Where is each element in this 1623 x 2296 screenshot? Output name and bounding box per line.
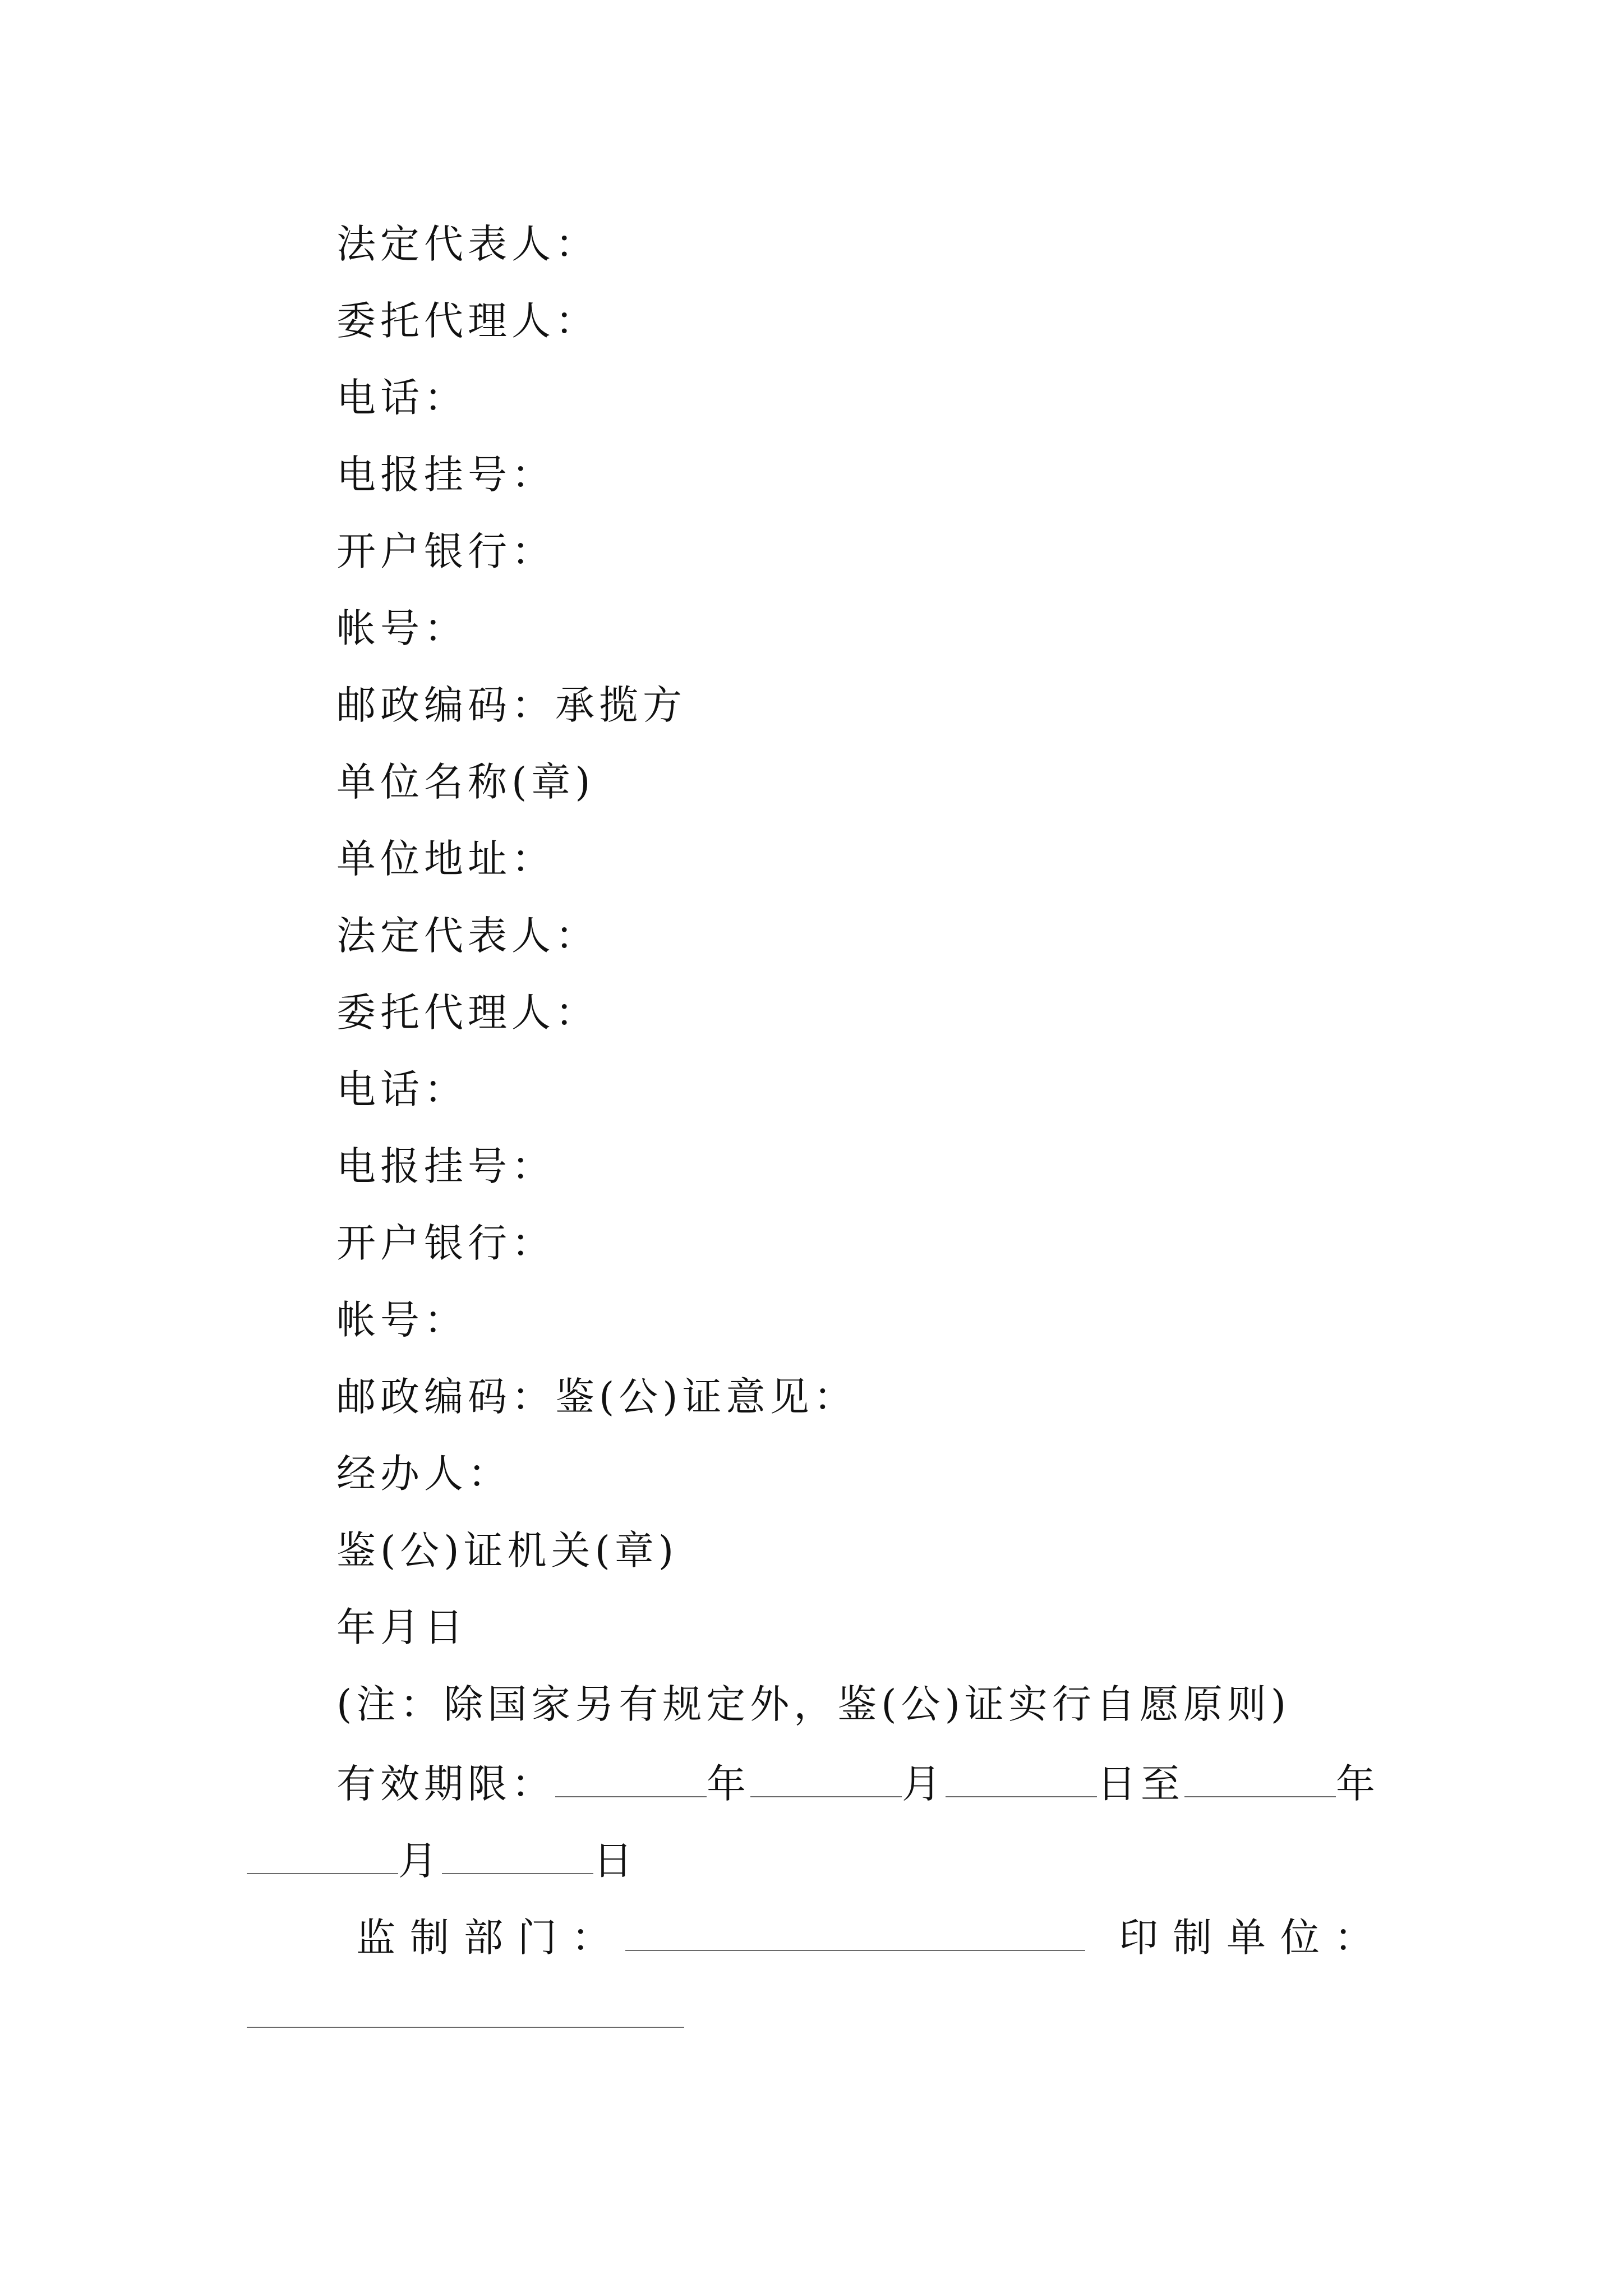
party-b-telegraph: 电报挂号：: [336, 1143, 555, 1189]
validity-end-month-blank[interactable]: [247, 1838, 398, 1874]
printer-label: 印制单位：: [1119, 1915, 1388, 1961]
party-b-legal-rep: 法定代表人：: [336, 913, 599, 959]
validity-month-label: 月: [902, 1761, 946, 1807]
party-b-unit-address: 单位地址：: [336, 836, 555, 882]
party-a-telegraph: 电报挂号：: [336, 452, 555, 498]
party-a-agent: 委托代理人：: [336, 298, 599, 344]
validity-line-continued: [247, 1838, 637, 1884]
validity-end-year-blank[interactable]: [1184, 1761, 1336, 1797]
validity-start-month-blank[interactable]: [750, 1761, 902, 1797]
printer-blank[interactable]: [247, 1992, 684, 2028]
notary-handler: 经办人：: [336, 1451, 511, 1497]
validity-label: 有效期限：: [336, 1761, 555, 1807]
validity-end-year-label: 年: [1336, 1761, 1380, 1807]
validity-day-to-label: 日至: [1097, 1761, 1184, 1807]
party-a-postal-code: 邮政编码：承揽方: [336, 682, 686, 728]
party-b-postal-code: 邮政编码：鉴(公)证意见：: [336, 1374, 857, 1420]
party-a-legal-rep: 法定代表人：: [336, 221, 599, 267]
party-a-phone: 电话：: [336, 375, 468, 421]
footer-line: [356, 1915, 1388, 1961]
party-a-account: 帐号：: [336, 605, 468, 651]
printer-line: [247, 1992, 684, 2034]
party-a-bank: 开户银行：: [336, 528, 555, 574]
validity-end-day-label: 日: [593, 1838, 637, 1884]
party-b-agent: 委托代理人：: [336, 990, 599, 1036]
notary-date: 年月日: [336, 1604, 468, 1650]
party-b-bank: 开户银行：: [336, 1220, 555, 1266]
validity-start-day-blank[interactable]: [946, 1761, 1097, 1797]
validity-end-day-blank[interactable]: [442, 1838, 593, 1874]
party-b-unit-name: 单位名称(章): [336, 759, 595, 805]
party-b-account: 帐号：: [336, 1297, 468, 1343]
party-b-phone: 电话：: [336, 1066, 468, 1112]
validity-end-month-label: 月: [398, 1838, 442, 1884]
validity-start-year-blank[interactable]: [555, 1761, 707, 1797]
notary-note: (注：除国家另有规定外，鉴(公)证实行自愿原则): [336, 1681, 1291, 1727]
notary-authority: 鉴(公)证机关(章): [336, 1527, 679, 1573]
validity-year-label: 年: [707, 1761, 750, 1807]
supervisor-label: 监制部门：: [356, 1915, 625, 1961]
validity-line: [336, 1761, 1380, 1807]
supervisor-blank[interactable]: [625, 1915, 1085, 1951]
